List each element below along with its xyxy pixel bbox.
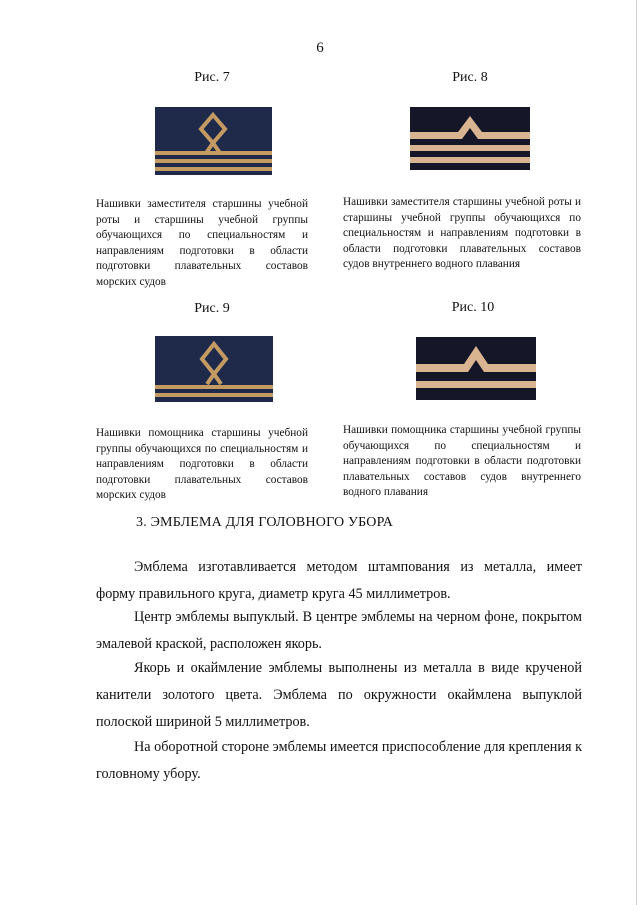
figure-7-caption: Нашивки заместителя старшины учебной роты и старшины учебной группы обучающихся по специальностям и направлениям подготовки в области подготовки плавательных составов морских судов (96, 198, 308, 288)
page-number: 6 (316, 40, 324, 56)
section-heading: 3. ЭМБЛЕМА ДЛЯ ГОЛОВНОГО УБОРА (136, 515, 394, 530)
figure-9-caption: Нашивки помощника старшины учебной группы обучающихся по специальностям и направлениям подготовки в области подготовки плавательных составов морских судов (96, 427, 308, 501)
paragraph-1: Эмблема изготавливается методом штампования из металла, имеет форму правильного круга, диаметр круга 45 миллиметров. (96, 559, 582, 602)
scan-edge-line (636, 0, 637, 905)
figure-7-title: Рис. 7 (194, 70, 230, 85)
figure-9-title: Рис. 9 (194, 301, 230, 316)
figure-7-patch-image (155, 107, 272, 175)
figure-8-title: Рис. 8 (452, 70, 488, 85)
paragraph-3: Якорь и окаймление эмблемы выполнены из металла в виде крученой канители золотого цвета. Эмблема по окружности окаймлена выпуклой полоской шириной 5 миллиметров. (96, 660, 582, 730)
figure-10-title: Рис. 10 (451, 300, 495, 315)
paragraph-4: На оборотной стороне эмблемы имеется приспособление для крепления к головному убору. (96, 739, 582, 782)
figure-8-caption: Нашивки заместителя старшины учебной роты и старшины учебной группы обучающихся по специальностям и направлениям подготовки в области подготовки плавательных составов судов внутреннего водного плавания (343, 196, 581, 270)
figure-10-patch-image (416, 337, 536, 400)
paragraph-2: Центр эмблемы выпуклый. В центре эмблемы на черном фоне, покрытом эмалевой краской, расположен якорь. (96, 609, 582, 652)
figure-9-patch-image (155, 336, 273, 402)
figure-10-caption: Нашивки помощника старшины учебной группы обучающихся по специальностям и направлениям подготовки в области подготовки плавательных составов судов внутреннего водного плавания (343, 424, 581, 498)
figure-8-patch-image (410, 107, 530, 170)
